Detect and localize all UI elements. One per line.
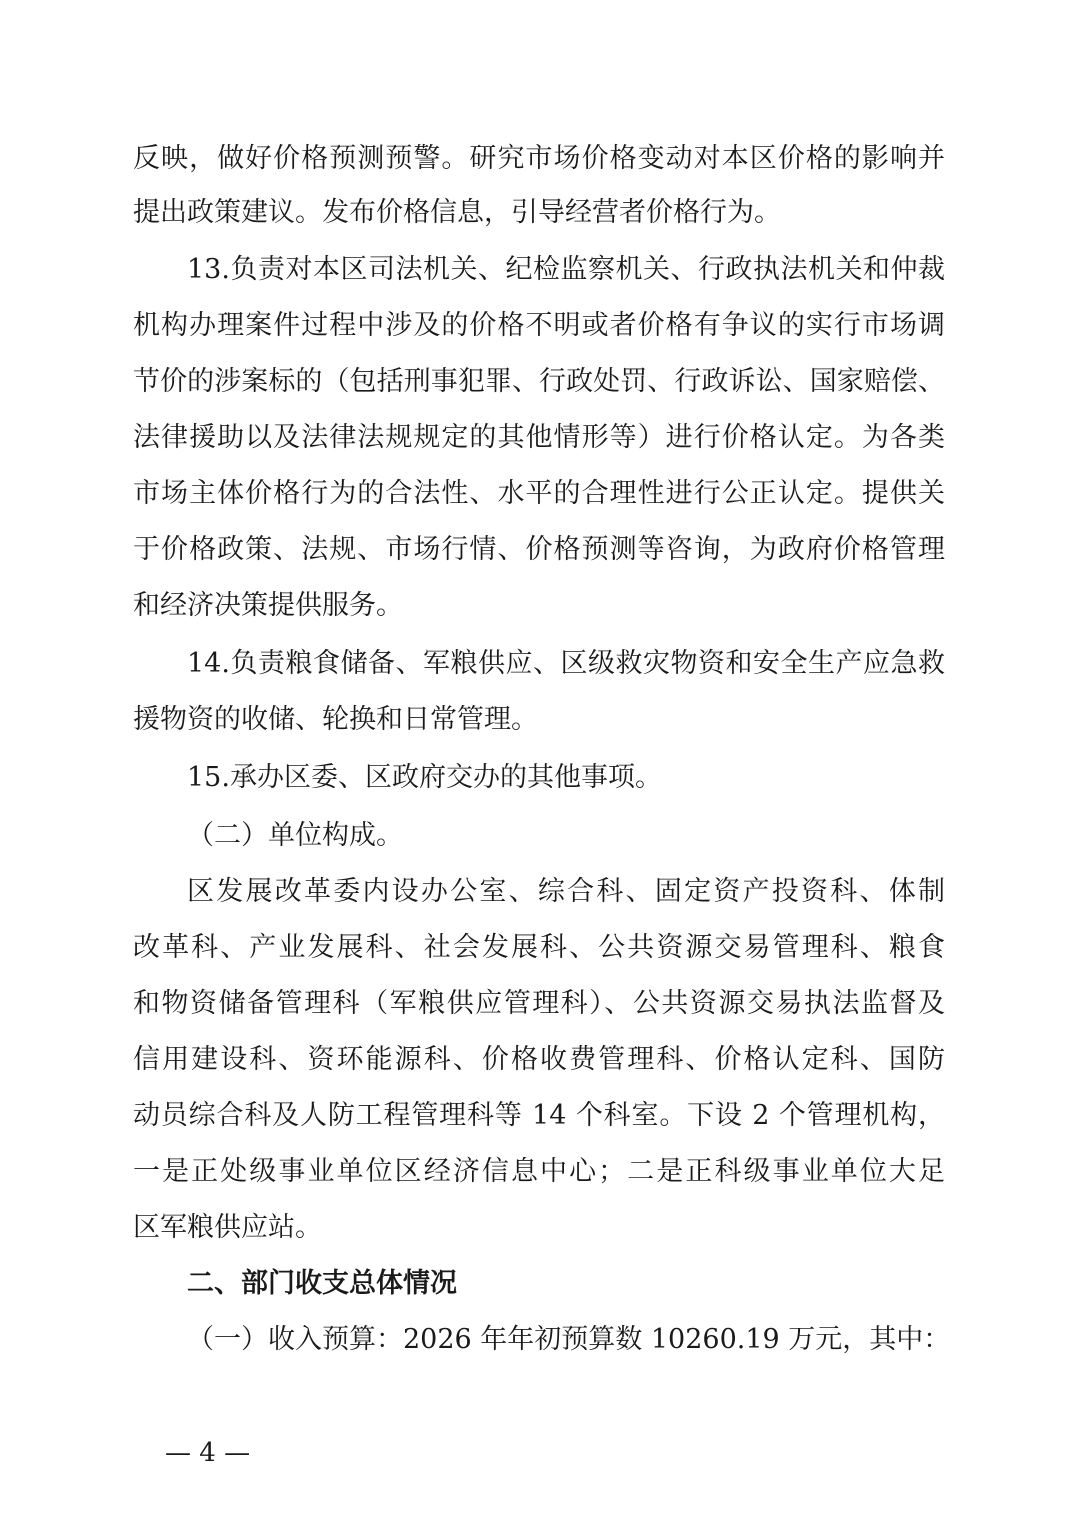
body-text-line: 援物资的收储、轮换和日常管理。 [133,704,538,735]
body-text-line: 提出政策建议。发布价格信息，引导经营者价格行为。 [133,197,781,228]
body-text-line: 区发展改革委内设办公室、综合科、固定资产投资科、体制 [187,876,945,907]
body-text-line: 法律援助以及法律法规规定的其他情形等）进行价格认定。为各类 [133,422,945,453]
body-text-line: 13.负责对本区司法机关、纪检监察机关、行政执法机关和仲裁 [187,254,945,285]
section-subheading: （二）单位构成。 [187,820,403,851]
body-text-line: 和物资储备管理科（军粮供应管理科）、公共资源交易执法监督及 [133,988,945,1019]
body-text-line: 15.承办区委、区政府交办的其他事项。 [187,762,662,793]
body-text-line: 和经济决策提供服务。 [133,590,403,621]
body-text-line: 机构办理案件过程中涉及的价格不明或者价格有争议的实行市场调 [133,310,945,341]
body-text-line: 反映，做好价格预测预警。研究市场价格变动对本区价格的影响并 [133,143,945,174]
body-text-line: 市场主体价格行为的合法性、水平的合理性进行公正认定。提供关 [133,478,945,509]
body-text-line: 节价的涉案标的（包括刑事犯罪、行政处罚、行政诉讼、国家赔偿、 [133,366,945,397]
body-text-line: 动员综合科及人防工程管理科等 14 个科室。下设 2 个管理机构， [133,1100,945,1131]
page-number: — 4 — [165,1438,251,1468]
body-text-line: 信用建设科、资环能源科、价格收费管理科、价格认定科、国防 [133,1044,945,1075]
section-heading: 二、部门收支总体情况 [187,1268,457,1299]
body-text-line: 改革科、产业发展科、社会发展科、公共资源交易管理科、粮食 [133,932,945,963]
body-text-line: 区军粮供应站。 [133,1212,322,1243]
body-text-line: 于价格政策、法规、市场行情、价格预测等咨询，为政府价格管理 [133,534,945,565]
body-text-line: 14.负责粮食储备、军粮供应、区级救灾物资和安全生产应急救 [187,648,945,679]
body-text-line: （一）收入预算：2026 年年初预算数 10260.19 万元，其中： [187,1324,951,1355]
body-text-line: 一是正处级事业单位区经济信息中心；二是正科级事业单位大足 [133,1156,945,1187]
